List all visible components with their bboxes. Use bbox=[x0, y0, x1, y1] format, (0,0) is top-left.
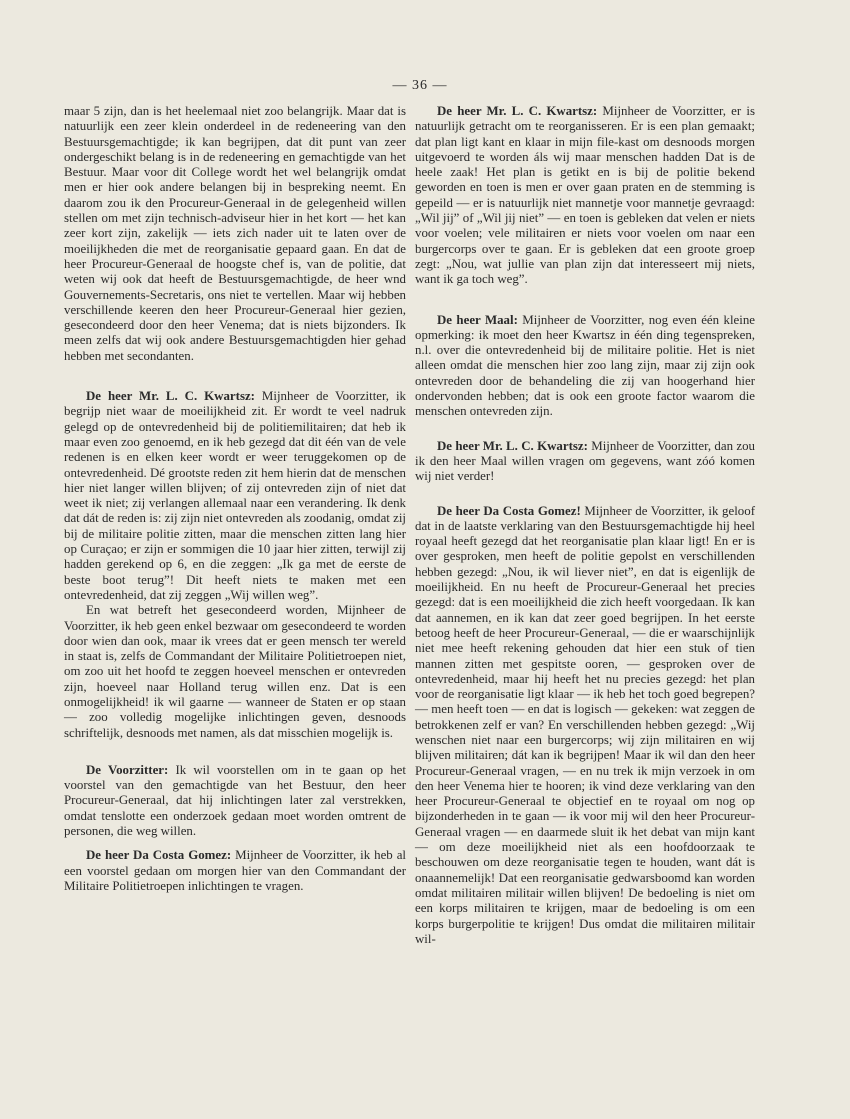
speaker-name: De heer Da Costa Gomez! bbox=[437, 503, 581, 518]
paragraph-text: Mijnheer de Voorzitter, er is natuurlijk getracht om te reorganisseren. Er is een plan gemaakt; dat plan ligt kant en klaar in mijn file-kast om desnoods morgen uitgevoerd te worden áls wij maar menschen hadden Dat is de heele zaak! Het plan is getikt en is bij de politie bekend geworden en toen is men er over gaan praten en de stemming is gepeild — er is natuurlijk niet mannetje voor mannetje gevraagd: „Wil jij” of „Wil jij niet” — en toen is gebleken dat velen er niets voor voelen; vele militairen er niets voor voelen om naar een burgercorps over te gaan. Er is gebleken dat een groote groep zegt: „Nou, wat jullie van plan zijn dat interesseert mij niets, want ik ga toch weg”. bbox=[415, 104, 755, 287]
speaker-name: De heer Maal: bbox=[437, 312, 518, 327]
speaker-name: De heer Mr. L. C. Kwartsz: bbox=[437, 104, 598, 118]
paragraph-kwartsz bbox=[64, 389, 406, 603]
paragraph-text: Mijnheer de Voorzitter, nog even één kleine opmerking: ik moet den heer Kwartsz in één ding tegenspreken, n.l. over die ontevredenheid bij de militaire politie. Het is niet alleen omdat die menschen hier zoo lang zijn, maar zij zijn ook ontevreden door de behandeling die zij van hoogerhand hier ondervonden hebben; dat is ook een groote factor waarom die menschen ontevreden zijn. bbox=[415, 312, 755, 419]
paragraph-gomez bbox=[415, 504, 755, 948]
paragraph-kwartsz bbox=[415, 439, 755, 485]
paragraph-text: Mijnheer de Voorzitter, dan zou ik den heer Maal willen vragen om gegevens, want zóó komen wij niet verder! bbox=[415, 438, 755, 484]
page-number: — 36 — bbox=[392, 78, 448, 93]
paragraph-text: Mijnheer de Voorzitter, ik heb al een voorstel gedaan om morgen hier van den Commandant der Militaire Politietroepen inlichtingen te vragen. bbox=[64, 848, 407, 893]
paragraph: En wat betreft het gesecondeerd worden, Mijnheer de Voorzitter, ik heb geen enkel bezwaar om gesecondeerd te worden door wien dan ook, maar ik vrees dat er geen mensch ter wereld in staat is, zelfs de Commandant der Militaire Politietroepen niet, om zoo uit het hoofd te zeggen hoeveel menschen er ontevreden zijn, hoeveel naar Holland terug willen enz. Dat is een onmogelijkheid! ik wil gaarne — wanneer de Staten er op staan — zoo volledig mogelijke inlichtingen geven, desnoods schriftelijk, desnoods met namen, als dat misschien mogelijk is. bbox=[64, 603, 406, 740]
speaker-name: De Voorzitter: bbox=[86, 762, 169, 777]
paragraph-text: Mijnheer de Voorzitter, ik geloof dat in de laatste verklaring van den Bestuursgemachtigde hij heel royaal heeft gezegd dat het reorganisatie plan klaar ligt! En er is over gesproken, men heeft de politie gepolst en verschillenden hebben gezegd: „Nou, ik wil liever niet”, en dat is eigenlijk de moeilijkheid. En nu heeft de Procureur-Generaal het precies gezegd: dat is een moeilijkheid die zich heeft voorgedaan. Ik kan dat aannemen, en ik kan dat zeer goed begrijpen. In het eerste betoog heeft de heer Procureur-Generaal, — die er waarschijnlijk niet mee heeft rekening gehouden dat hier een stuk of tien mannen zitten met gespitste ooren, — gesproken over de ontevredenheid, maar hij heeft het nu precies gezegd: het plan voor de reorganisatie ligt klaar — ik heb het toch goed begrepen? — men heeft toen — en dat is logisch — gekeken: wat zeggen de betrokkenen zelf er van? En verschillenden hebben gezegd: „Wij wenschen niet naar een burgercorps; wij zijn militairen en wij blijven militairen; dát kan ik begrijpen! Maar ik wil dan den heer Procureur-Generaal vragen, — en nu trek ik mijn verzoek in om den heer Venema hier te hooren; ik vind deze verklaring van den heer Procureur-Generaal te objectief en te royaal om nog op bijzonderheden in te gaan — ik voor mij wil den heer Procureur-Generaal vragen — en daarmede sluit ik het debat van mijn kant — om deze moeilijkheid niet als een hoofdoorzaak te beschouwen om deze reorganisatie tegen te houden, want dát is onaannemelijk! Dat een reorganisatie gedwarsboomd kan worden omdat militairen militair willen blijven! De bedoeling is niet om een korps militairen te krijgen, maar de bedoeling is om een korps burgerpolitie te krijgen! Dus omdat die militairen militair wil- bbox=[415, 503, 755, 946]
paragraph-gomez bbox=[64, 848, 406, 894]
left-column bbox=[64, 104, 406, 913]
paragraph-text: Mijnheer de Voorzitter, ik begrijp niet waar de moeilijkheid zit. Er wordt te veel nadruk gelegd op de ontevredenheid bij de politiemilitairen; dat heb ik maar even zoo genoemd, en ik heb gezegd dat dit één van de vele redenen is en elken keer wordt er weer teruggekomen op de ontevredenheid. Dé grootste reden zit hem hierin dat de menschen hier niet langer willen blijven; of zij ontevreden zijn of niet dat weet ik niet; zij verlangen allemaal naar een verandering. Ik denk dat dát de reden is: zij zijn niet ontevreden als zoodanig, omdat zij bij de militaire politie zitten, maar die menschen zitten lang hier op Curaçao; er zijn er sommigen die 10 jaar hier zitten, terwijl zij hadden gerekend op 6, en die zeggen: „Ik ga met de eerste de beste boot terug”! Dit heeft niets te maken met een ontevredenheid, dat zij zeggen „Wij willen weg”. bbox=[64, 389, 406, 602]
speaker-name: De heer Mr. L. C. Kwartsz: bbox=[86, 389, 255, 404]
paragraph: maar 5 zijn, dan is het heelemaal niet zoo belangrijk. Maar dat is natuurlijk een zeer klein onderdeel in de redeneering van den Bestuursgemachtigde; ik kan begrijpen, dat dit punt van zeer ondergeschikt belang is in de redeneering en gemachtigde van het Bestuur. Maar voor dit College wordt het wel belangrijk omdat men er hier ook andere belangen bij in bespreking neemt. En daarom zou ik den Procureur-Generaal in de gelegenheid willen stellen om met zijn technisch-adviseur hier in het kort — het kan zeer kort zijn, zakelijk — iets zich nader uit te laten over de moeilijkheden die met de reorganisatie gepaard gaan. En dat de heer Procureur-Generaal de hoogste chef is, van de politie, dat weten wij ook dat heeft de Bestuursgemachtigde, de heer wnd Gouvernements-Secretaris, ons niet te vertellen. Maar wij hebben verschillende keeren den heer Procureur-Generaal hier gezien, gesecondeerd door den heer Venema; dat is niets bijzonders. Ik meen zelfs dat wij ook andere Bestuursgemachtigden hier gehad hebben met secondanten. bbox=[64, 104, 406, 363]
right-column bbox=[415, 104, 755, 966]
paragraph-maal bbox=[415, 313, 755, 420]
paragraph-kwartsz bbox=[415, 104, 755, 288]
speaker-name: De heer Da Costa Gomez: bbox=[86, 848, 232, 863]
paragraph-text: Ik wil voorstellen om in te gaan op het voorstel van den gemachtigde van het Bestuur, den heer Procureur-Generaal, dat hij inlichtingen later zal verstrekken, omdat tenslotte een onderzoek gedaan moet worden omtrent de personen, die weg willen. bbox=[64, 762, 406, 839]
paragraph-voorzitter bbox=[64, 763, 406, 839]
speaker-name: De heer Mr. L. C. Kwartsz: bbox=[437, 438, 588, 453]
